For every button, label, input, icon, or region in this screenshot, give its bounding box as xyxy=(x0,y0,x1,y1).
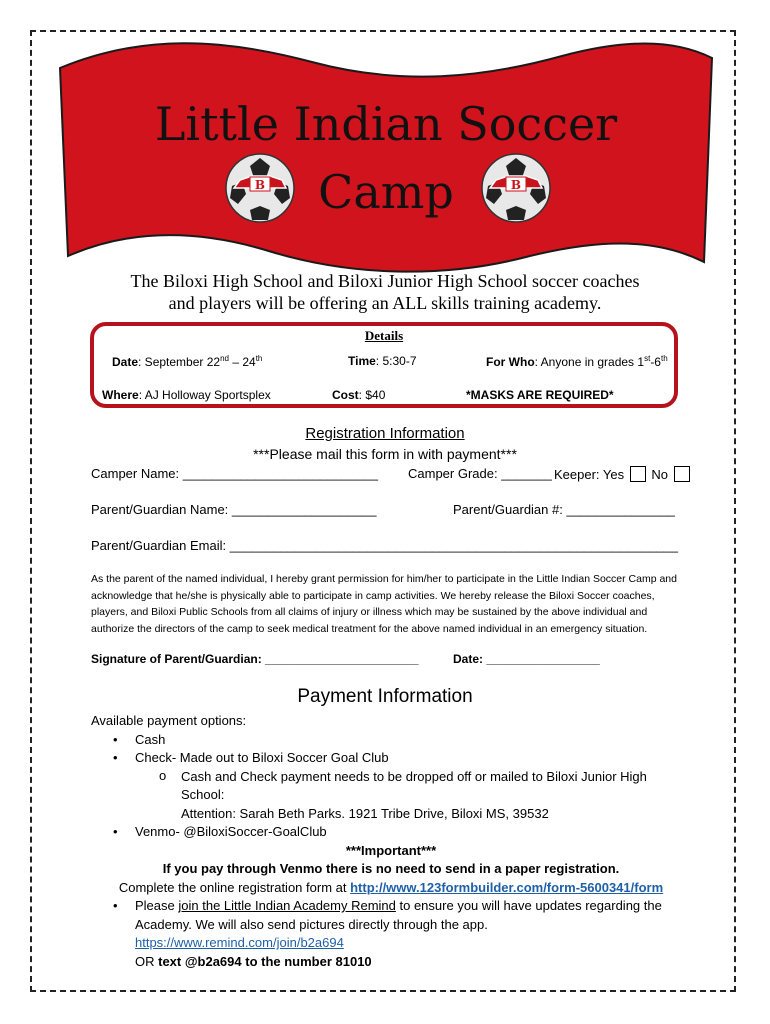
payment-title: Payment Information xyxy=(297,686,473,707)
check-instructions-line2: Attention: Sarah Beth Parks. 1921 Tribe Drive, Biloxi MS, 39532 xyxy=(181,805,549,821)
soccer-ball-icon xyxy=(480,152,552,224)
guardian-number-field[interactable]: Parent/Guardian #: _______________ xyxy=(453,502,675,517)
payment-options xyxy=(91,712,691,971)
remind-join-link[interactable]: join the Little Indian Academy Remind xyxy=(178,898,396,913)
online-form-text: Complete the online registration form at xyxy=(118,879,351,895)
ball-letter: B xyxy=(254,178,266,192)
detail-time: Time: 5:30-7 xyxy=(348,354,417,368)
option-cash: • Cash xyxy=(91,731,691,750)
detail-cost: Cost: $40 xyxy=(332,388,386,402)
ball-letter: B xyxy=(510,178,522,192)
online-form-line xyxy=(91,879,691,898)
detail-where: Where: AJ Holloway Sportsplex xyxy=(102,388,271,402)
remind-line3 xyxy=(91,953,691,972)
venmo-note: If you pay through Venmo there is no need to send in a paper registration. xyxy=(162,861,620,876)
banner-title-line1: Little Indian Soccer xyxy=(154,97,618,151)
remind-line2 xyxy=(91,916,691,953)
banner-flag xyxy=(52,40,720,280)
payment-options-label: Available payment options: xyxy=(91,713,247,728)
details-title: Details xyxy=(364,328,404,343)
remind-url-link[interactable]: https://www.remind.com/join/b2a694 xyxy=(135,935,344,950)
online-form-link[interactable]: http://www.123formbuilder.com/form-5600341/form xyxy=(350,879,664,895)
check-instructions-line1: o Cash and Check payment needs to be dropped off or mailed to Biloxi Junior High School: xyxy=(91,768,691,805)
registration-title: Registration Information xyxy=(305,425,465,442)
keeper-yes-label: Keeper: Yes xyxy=(554,467,625,482)
keeper-yes-checkbox[interactable] xyxy=(630,466,646,482)
remind-text-pre: Please xyxy=(135,898,179,913)
camper-grade-field[interactable]: Camper Grade: _______ xyxy=(408,466,552,481)
guardian-name-field[interactable]: Parent/Guardian Name: ____________________ xyxy=(91,502,377,517)
intro-text xyxy=(60,270,710,314)
remind-text-post: to ensure you will have updates regarding the xyxy=(395,898,662,913)
detail-who: For Who: Anyone in grades 1st-6th xyxy=(486,354,668,369)
remind-line3-text: OR xyxy=(135,953,159,969)
guardian-email-field[interactable]: Parent/Guardian Email: ______________________________________________________________ xyxy=(91,538,678,553)
keeper-no-label: No xyxy=(651,467,668,482)
remind-line2-text: Academy. We will also send pictures directly through the app. xyxy=(135,916,488,932)
signature-field[interactable]: Signature of Parent/Guardian: _______________________ xyxy=(91,652,419,666)
remind-text-number: text @b2a694 to the number 81010 xyxy=(158,953,372,969)
important-heading: ***Important*** xyxy=(345,842,437,858)
waiver-text: As the parent of the named individual, I hereby grant permission for him/her to participate in the Little Indian Soccer Camp and acknowledge that he/she is physically able to participate in camp activities. We hereby release the Biloxi Soccer coaches, players, and Biloxi Public Schools from all claims of injury or illness which may be sustained by the above individual and authorize the directors of the camp to seek medical treatment for the above named individual in an emergency situation. xyxy=(91,573,677,635)
details-box xyxy=(90,322,678,408)
date-field[interactable]: Date: _________________ xyxy=(453,652,600,666)
soccer-ball-icon xyxy=(224,152,296,224)
option-check: • Check- Made out to Biloxi Soccer Goal Club xyxy=(91,749,691,768)
banner-title-line2: Camp xyxy=(318,165,454,219)
intro-line2: and players will be offering an ALL skills training academy. xyxy=(168,293,602,313)
keeper-question xyxy=(554,466,692,482)
option-venmo: • Venmo- @BiloxiSoccer-GoalClub xyxy=(91,823,691,842)
keeper-no-checkbox[interactable] xyxy=(674,466,690,482)
remind-line1 xyxy=(91,897,691,916)
camper-name-field[interactable]: Camper Name: ___________________________ xyxy=(91,466,378,481)
detail-masks: *MASKS ARE REQUIRED* xyxy=(466,388,614,402)
intro-line1: The Biloxi High School and Biloxi Junior High School soccer coaches xyxy=(130,271,640,291)
detail-date: Date: September 22nd – 24th xyxy=(112,354,263,369)
registration-subtitle: ***Please mail this form in with payment*** xyxy=(253,446,517,462)
